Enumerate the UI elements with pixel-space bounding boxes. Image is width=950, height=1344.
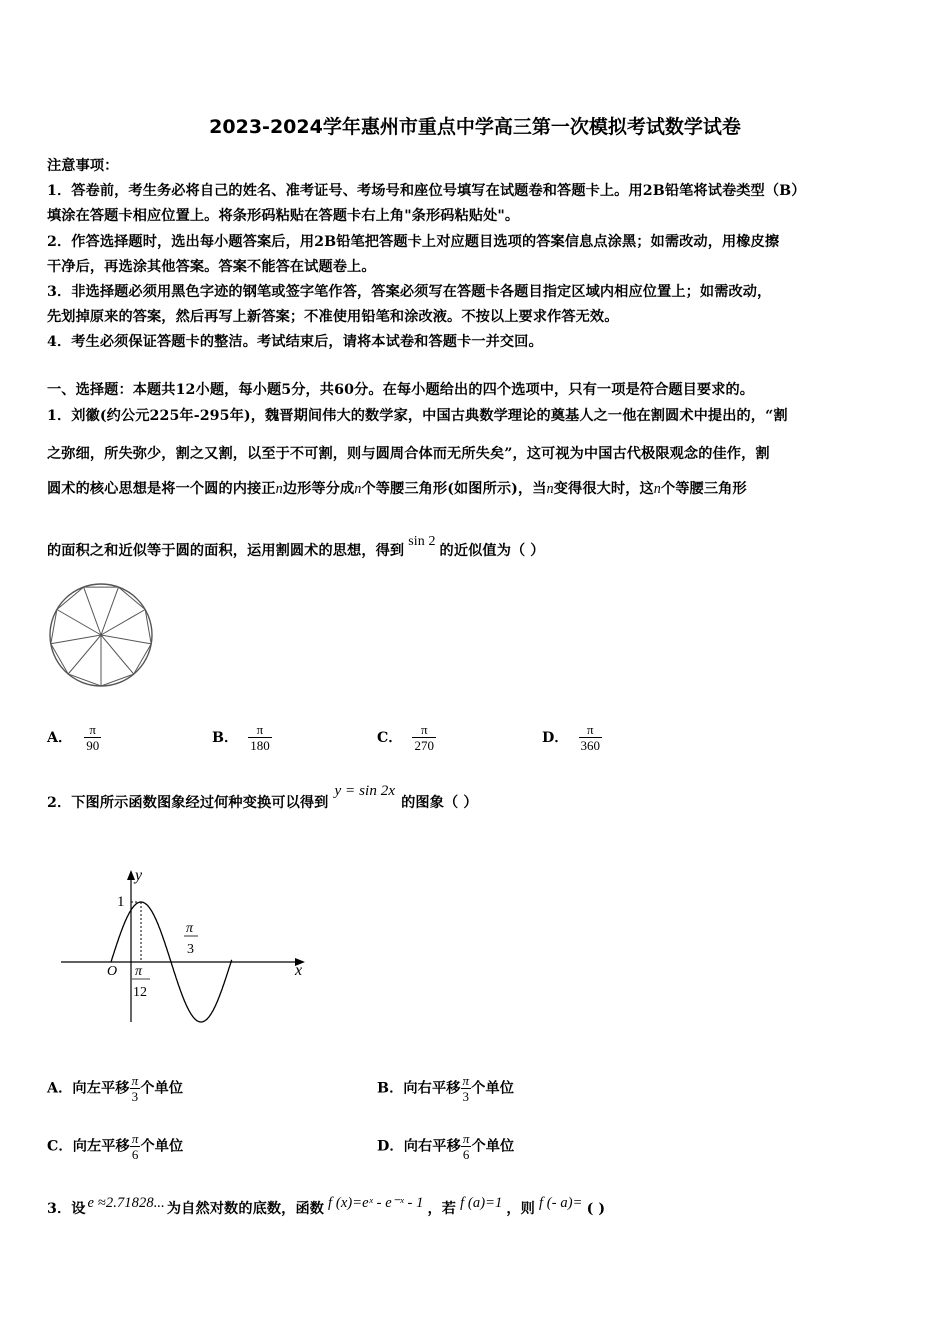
question-1-line: 的面积之和近似等于圆的面积，运用割圆术的思想，得到sin 2的近似值为（ ） bbox=[47, 534, 545, 559]
ask-expression: f (- a)= bbox=[538, 1195, 583, 1211]
notice-line: 2．作答选择题时，选出每小题答案后，用2B铅笔把答题卡上对应题目选项的答案信息点涂黑；如需改动，用橡皮擦 bbox=[47, 234, 780, 250]
origin-label: O bbox=[107, 964, 118, 979]
pi-3-denominator: 3 bbox=[187, 942, 194, 957]
option-d[interactable]: D．向右平移 $\frac{\pi}{6}$ 个单位 bbox=[377, 1131, 515, 1162]
sin2-expression: sin 2 bbox=[408, 534, 436, 549]
question-3-stem: 3．设 e ≈2.71828... 为自然对数的底数，函数 f (x)=eˣ - e⁻ˣ - 1 ，若 f (a)=1 ，则 f (- a)= ( ) bbox=[47, 1195, 606, 1217]
x-axis-label: x bbox=[295, 962, 303, 979]
option-b[interactable]: B．向右平移 $\frac{\pi}{3}$ 个单位 bbox=[377, 1073, 515, 1104]
function-expression: f (x)=eˣ - e⁻ˣ - 1 bbox=[328, 1195, 424, 1211]
question-1-line: 1．刘徽(约公元225年-295年)，魏晋期间伟大的数学家，中国古典数学理论的奠基人之一他在割圆术中提出的，“割 bbox=[47, 408, 788, 424]
radius-line bbox=[101, 635, 151, 644]
option-c[interactable]: C． $\frac{\pi}{270}$ bbox=[377, 722, 434, 753]
notice-line: 4．考生必须保证答题卡的整洁。考试结束后，请将本试卷和答题卡一并交回。 bbox=[47, 334, 543, 350]
radius-line bbox=[57, 610, 101, 636]
inscribed-polygon-figure bbox=[45, 583, 160, 693]
question-2-stem: 2．下图所示函数图象经过何种变换可以得到y = sin 2x的图象（ ） bbox=[47, 783, 478, 811]
pi-3-numerator: π bbox=[186, 921, 194, 936]
notice-heading: 注意事项： bbox=[47, 158, 119, 174]
radius-line bbox=[84, 587, 101, 635]
option-b[interactable]: B． $\frac{\pi}{180}$ bbox=[212, 722, 270, 753]
radius-line bbox=[101, 610, 145, 636]
notice-line: 1．答卷前，考生务必将自己的姓名、准考证号、考场号和座位号填写在试题卷和答题卡上。用2B铅笔将试卷类型（B） bbox=[47, 183, 806, 199]
pi-12-numerator: π bbox=[135, 964, 143, 979]
option-a[interactable]: A． $\frac{\pi}{90}$ bbox=[47, 722, 100, 753]
notice-line: 填涂在答题卡相应位置上。将条形码粘贴在答题卡右上角"条形码粘贴处"。 bbox=[47, 208, 520, 224]
option-a[interactable]: A．向左平移 $\frac{\pi}{3}$ 个单位 bbox=[47, 1073, 184, 1104]
sine-graph bbox=[55, 862, 315, 1032]
option-c[interactable]: C．向左平移 $\frac{\pi}{6}$ 个单位 bbox=[47, 1131, 184, 1162]
notice-line: 3．非选择题必须用黑色字迹的钢笔或签字笔作答，答案必须写在答题卡各题目指定区域内相应位置上；如需改动， bbox=[47, 284, 772, 300]
one-label: 1 bbox=[117, 894, 125, 910]
sin2x-expression: y = sin 2x bbox=[334, 783, 396, 799]
radius-line bbox=[101, 635, 134, 674]
radius-line bbox=[101, 587, 119, 635]
question-1-line: 圆术的核心思想是将一个圆的内接正n边形等分成n个等腰三角形(如图所示)，当n变得很大时，这n个等腰三角形 bbox=[47, 481, 747, 497]
notice-line: 先划掉原来的答案，然后再写上新答案；不准使用铅笔和涂改液。不按以上要求作答无效。 bbox=[47, 309, 619, 325]
page-title: 2023-2024学年惠州市重点中学高三第一次模拟考试数学试卷 bbox=[209, 116, 741, 138]
e-value-expression: e ≈2.71828... bbox=[87, 1195, 165, 1211]
pi-12-denominator: 12 bbox=[133, 985, 147, 1000]
condition-expression: f (a)=1 bbox=[460, 1195, 503, 1211]
option-d[interactable]: D． $\frac{\pi}{360}$ bbox=[542, 722, 600, 753]
section-heading: 一、选择题：本题共12小题，每小题5分，共60分。在每小题给出的四个选项中，只有一项是符合题目要求的。 bbox=[47, 382, 755, 398]
notice-line: 干净后，再选涂其他答案。答案不能答在试题卷上。 bbox=[47, 259, 376, 275]
radius-line bbox=[68, 635, 101, 674]
question-1-line: 之弥细，所失弥少，割之又割，以至于不可割，则与圆周合体而无所失矣”，这可视为中国古代极限观念的佳作，割 bbox=[47, 446, 770, 462]
y-axis-label: y bbox=[135, 867, 143, 884]
radius-line bbox=[51, 635, 101, 644]
